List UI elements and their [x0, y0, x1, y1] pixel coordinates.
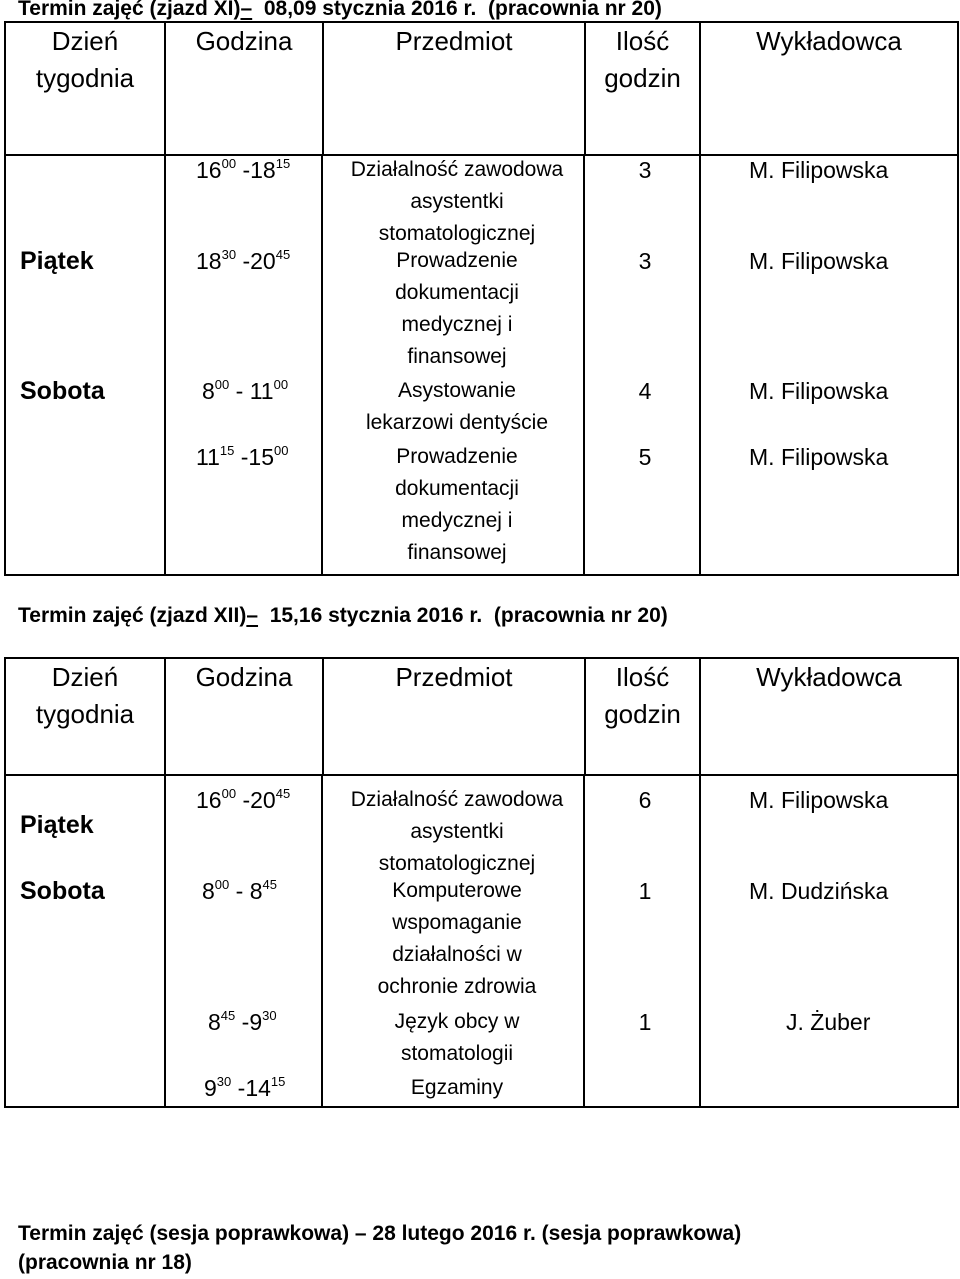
header-day: Dzień tygodnia: [5, 658, 165, 775]
lecturer: M. Filipowska: [749, 444, 889, 470]
heading-date: 08,09 stycznia 2016 r.: [252, 0, 489, 20]
hours-range: $8^{00} - 8^{45}$: [202, 877, 277, 904]
hours-range: $11^{15}$ $-15^{00}$: [196, 443, 289, 470]
day-label: Sobota: [20, 377, 105, 405]
hours-range: $9^{30}$ $-14^{15}$: [204, 1074, 286, 1101]
subject: Asystowanie lekarzowi dentyście: [365, 379, 549, 434]
hours-count: 5: [638, 444, 652, 470]
hours-count: 3: [638, 248, 652, 274]
schedule-table-1: [4, 21, 959, 576]
subject: Komputerowe wspomaganie działalności w ochronie zdrowia: [377, 879, 537, 998]
heading-prefix: Termin zajęć (zjazd XII): [18, 604, 247, 627]
lecturer: M. Filipowska: [749, 157, 889, 183]
schedule-table-2: [4, 657, 959, 1108]
day-label: Piątek: [20, 811, 94, 839]
heading-room: (pracownia nr 20): [488, 0, 662, 20]
subject: Język obcy w stomatologii: [394, 1010, 520, 1065]
lecturer: M. Filipowska: [749, 787, 889, 813]
subject: Działalność zawodowa asystentki stomatologicznej: [350, 788, 564, 875]
heading-dash: –: [240, 0, 253, 20]
heading-prefix: Termin zajęć (zjazd XI): [18, 0, 241, 20]
lecturer: M. Dudzińska: [749, 878, 889, 904]
heading-room: (pracownia nr 20): [493, 604, 668, 627]
day-label: Sobota: [20, 877, 105, 905]
day-label: Piątek: [20, 247, 94, 275]
hours-range: $18^{30}$ $-20^{45}$: [196, 247, 291, 274]
hours-count: 3: [638, 157, 652, 183]
hours-count: 4: [638, 378, 652, 404]
hours-count: 1: [638, 1009, 652, 1035]
hours-range: $8^{00} - 11^{00}$: [202, 377, 289, 404]
header-subject: Przedmiot: [323, 22, 585, 155]
column-divider: [699, 156, 701, 574]
header-count: Ilość godzin: [585, 22, 700, 155]
hours-count: 1: [638, 878, 652, 904]
heading-date: 15,16 stycznia 2016 r.: [258, 604, 494, 627]
schedule-body-2: [5, 775, 958, 1107]
hours-range: $8^{45}$ $-9^{30}$: [208, 1008, 277, 1035]
subject: Działalność zawodowa asystentki stomatologicznej: [350, 158, 564, 245]
header-hours: Godzina: [165, 658, 323, 775]
subject: Prowadzenie dokumentacji medycznej i finansowej: [395, 445, 519, 564]
schedule-body-1: [5, 155, 958, 575]
subject: Prowadzenie dokumentacji medycznej i finansowej: [395, 249, 519, 368]
header-subject: Przedmiot: [323, 658, 585, 775]
section3-heading-line1: Termin zajęć (sesja poprawkowa) – 28 lutego 2016 r. (sesja poprawkowa): [18, 1222, 742, 1245]
lecturer: M. Filipowska: [749, 378, 889, 404]
header-hours: Godzina: [165, 22, 323, 155]
header-day: Dzień tygodnia: [5, 22, 165, 155]
subject: Egzaminy: [410, 1076, 504, 1099]
column-divider: [699, 776, 701, 1106]
column-divider: [164, 776, 166, 1106]
hours-count: 6: [638, 787, 652, 813]
hours-range: $16^{00}$ $-20^{45}$: [196, 786, 291, 813]
header-lecturer: Wykładowca: [700, 22, 958, 155]
hours-range: $16^{00}$ $-18^{15}$: [196, 156, 291, 183]
section3-heading-line2: (pracownia nr 18): [18, 1251, 192, 1274]
section1-heading: [18, 0, 662, 22]
section2-heading: [18, 603, 668, 629]
header-count: Ilość godzin: [585, 658, 700, 775]
heading-dash: –: [246, 604, 259, 627]
header-lecturer: Wykładowca: [700, 658, 958, 775]
lecturer: J. Żuber: [786, 1009, 871, 1035]
column-divider: [164, 156, 166, 574]
lecturer: M. Filipowska: [749, 248, 889, 274]
